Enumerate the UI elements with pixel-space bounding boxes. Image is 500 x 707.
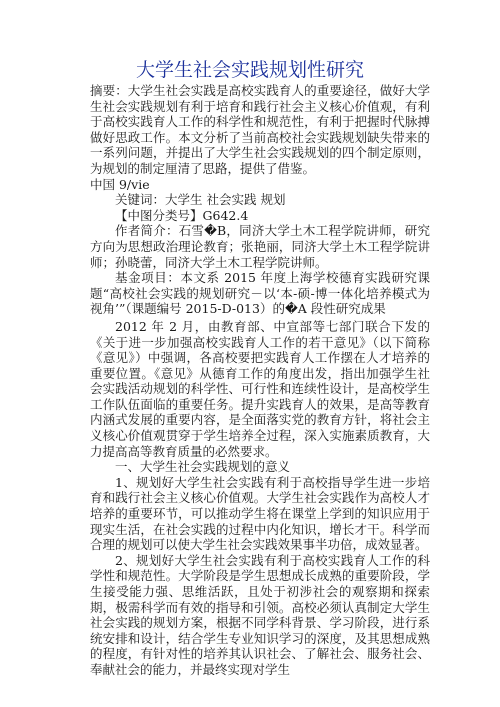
clc-line: 中国 9/vie [90, 176, 150, 192]
point-2-paragraph: 2、规划好大学生社会实践有利于高校实践育人工作的科学性和规范性。大学阶段是学生思想成长成熟的重要阶段，学生接受能力强、思维活跃，且处于初涉社会的观察期和探索期，极需科学而有效的指导和引领。高校必须认真制定大学生社会实践的规划方案，根据不同学科背景、学习阶段，进行系统安排和设计，结合学生专业知识学习的深度，及其思想成熟的程度，有针对性的培养其认识社会、了解社会、服务社会、奉献社会的能力，并最终实现对学生 [90, 552, 430, 677]
abstract-paragraph: 摘要：大学生社会实践是高校实践育人的重要途径，做好大学生社会实践规划有利于培育和践行社会主义核心价值观，有利于高校实践育人工作的科学性和规范性，有利于把握时代脉搏做好思政工作。本文分析了当前高校社会实践规划缺失带来的一系列问题，并提出了大学生社会实践规划的四个制定原则，为规划的制定厘清了思路，提供了借鉴。 [90, 83, 430, 176]
section-heading-1: 一、大学生社会实践规划的意义 [115, 459, 291, 475]
point-1-paragraph: 1、规划好大学生社会实践有利于高校指导学生进一步培育和践行社会主义核心价值观。大学生社会实践作为高校人才培养的重要环节，可以推动学生将在课堂上学到的知识应用于现实生活，在社会实践的过程中内化知识，增长才干。科学而合理的规划可以使大学生社会实践效果事半功倍，成效显著。 [90, 474, 430, 553]
document-body [90, 83, 430, 678]
author-info-paragraph: 作者简介：石雪�B，同济大学土木工程学院讲师，研究方向为思想政治理论教育；张艳丽，同济大学土木工程学院讲师；孙晓蕾，同济大学土木工程学院讲师。 [90, 223, 430, 270]
clc-number-line: 【中图分类号】G642.4 [115, 207, 249, 223]
intro-paragraph: 2012 年 2 月，由教育部、中宣部等七部门联合下发的《关于进一步加强高校实践育人工作的若干意见》（以下简称《意见》）中强调，各高校要把实践育人工作摆在人才培养的重要位置。《意见》从德育工作的角度出发，指出加强学生社会实践活动规划的科学性、可行性和连续性设计，是高校学生工作队伍面临的重要任务。提升实践育人的效果，是高等教育内涵式发展的重要内容，是全面落实党的教育方针，将社会主义核心价值观贯穿于学生培养全过程，深入实施素质教育，大力提高高等教育质量的必然要求。 [90, 318, 430, 459]
fund-paragraph: 基金项目：本文系 2015 年度上海学校德育实践研究课题“高校社会实践的规划研究－以‘本-硕-博一体化培养模式为视角’”（课题编号 2015-D-013）的�A 段性研究成果 [90, 270, 430, 317]
keywords-line: 关键词：大学生 社会实践 规划 [115, 192, 286, 208]
page-title: 大学生社会实践规划性研究 [135, 59, 364, 81]
